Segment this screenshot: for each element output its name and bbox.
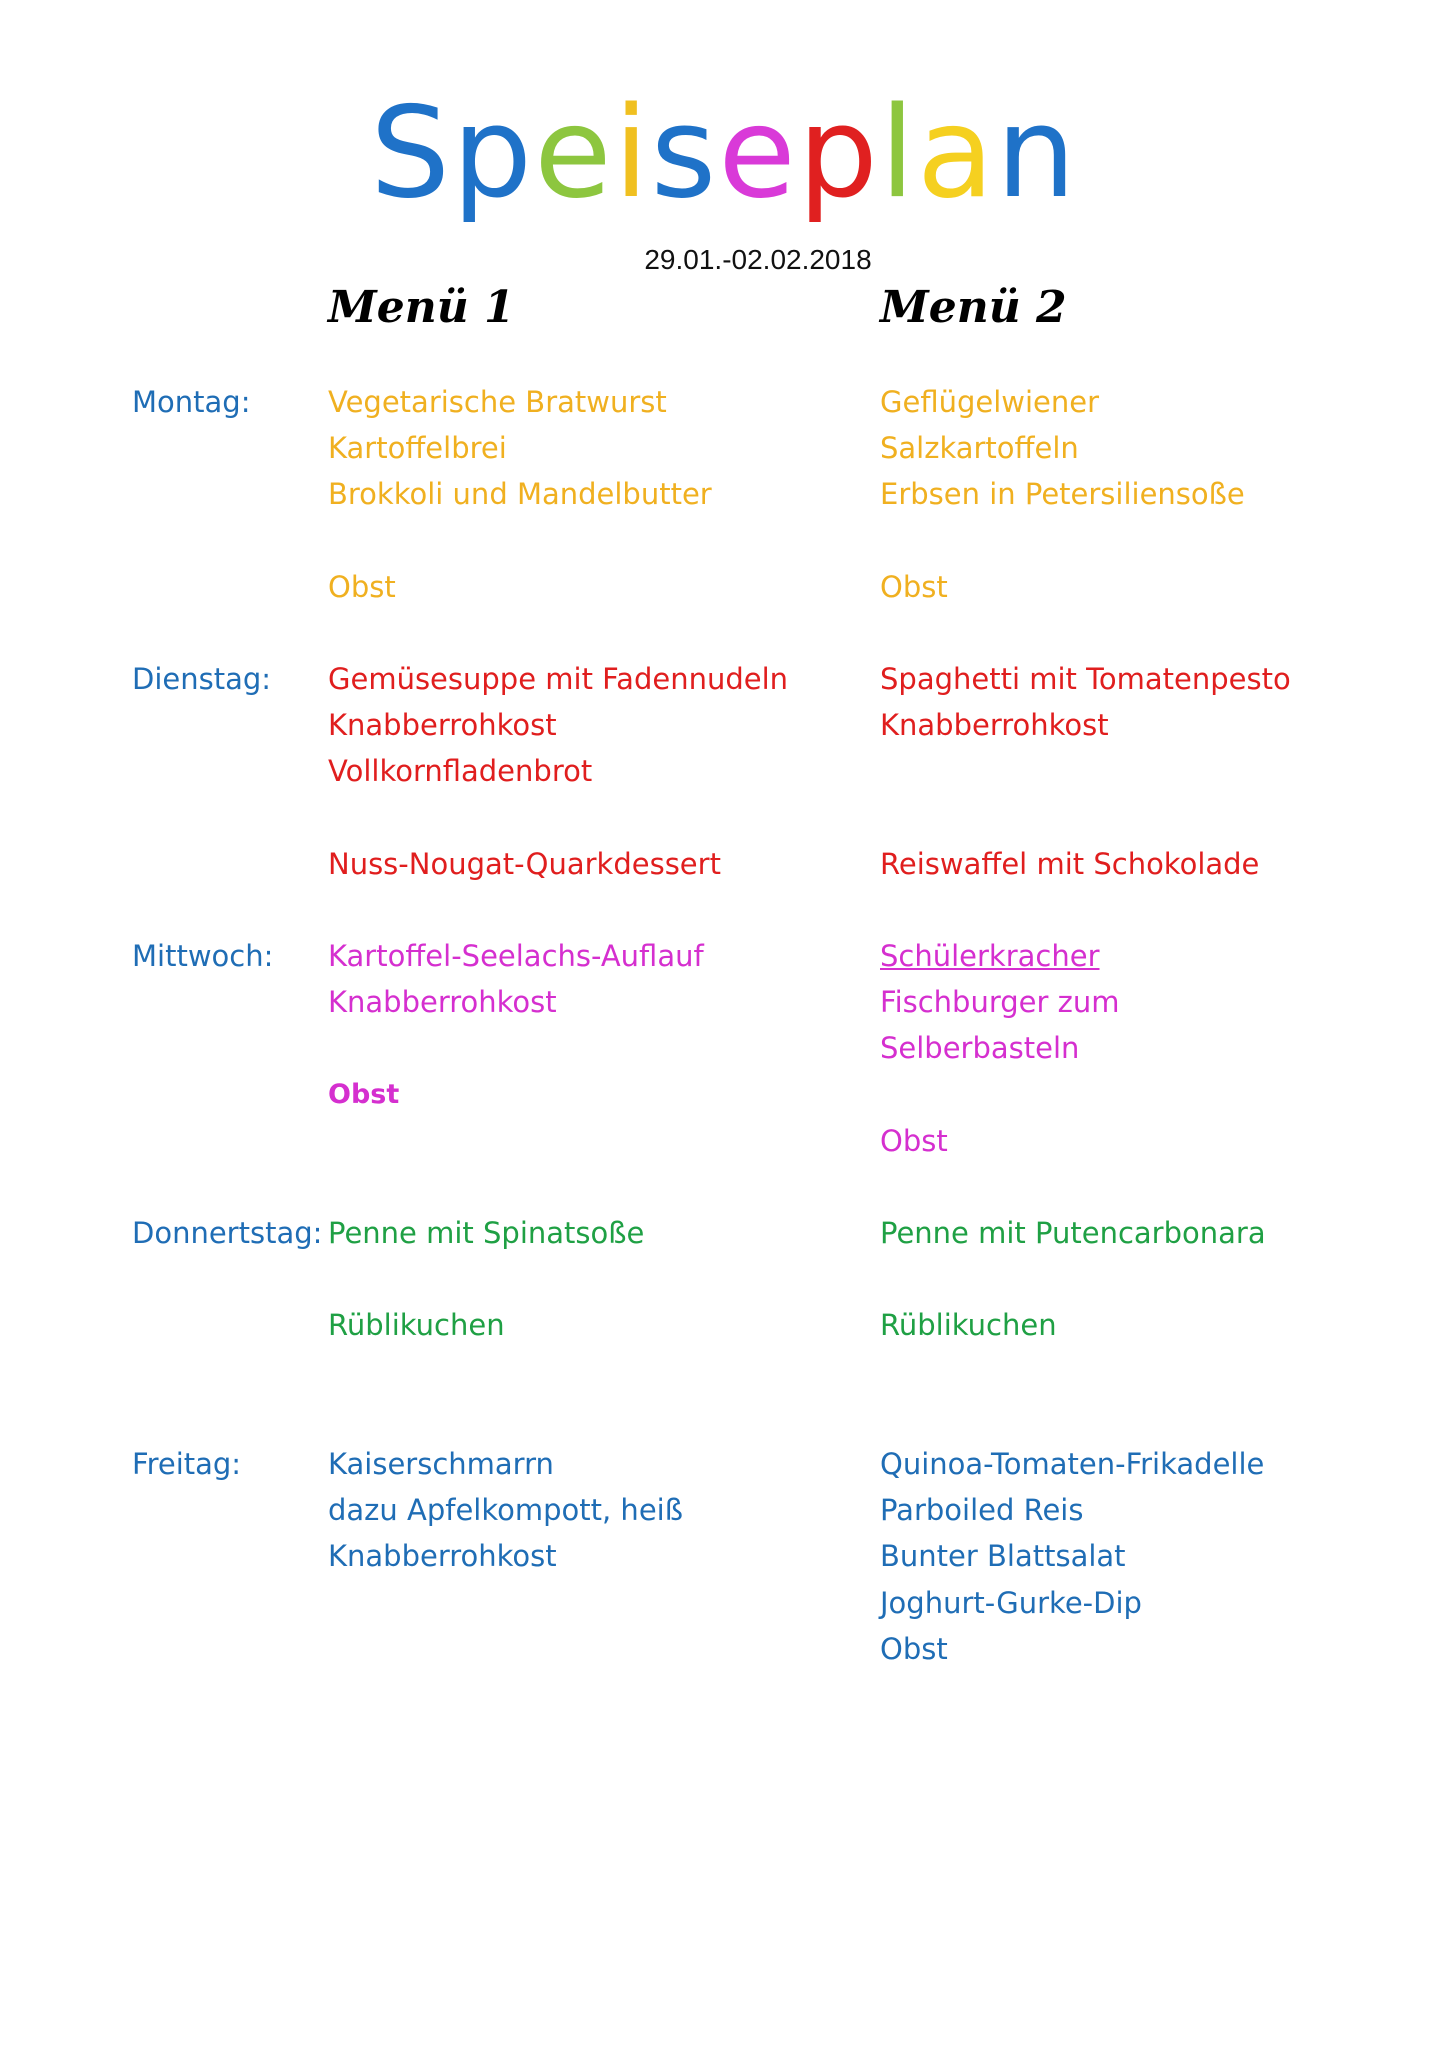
title-letter: s	[650, 79, 719, 226]
date-range: 29.01.-02.02.2018	[644, 244, 872, 275]
thursday-menu2	[880, 1210, 1266, 1349]
title-letter: p	[797, 79, 880, 226]
menu-item: Obst	[328, 569, 396, 604]
day-label-wednesday: Mittwoch:	[132, 939, 274, 973]
menu-item	[880, 748, 1291, 794]
title-letter: S	[370, 79, 453, 226]
menu-item: Knabberrohkost	[328, 985, 557, 1020]
menu-item: Brokkoli und Mandelbutter	[328, 477, 712, 512]
menu-item	[880, 1256, 1266, 1302]
menu-item	[328, 1256, 644, 1302]
menu-item: Spaghetti mit Tomatenpesto	[880, 662, 1291, 696]
title-letter: n	[996, 79, 1078, 226]
menu-item	[328, 518, 712, 564]
title-letter: l	[879, 79, 917, 226]
menu-item: Gemüsesuppe mit Fadennudeln	[328, 662, 789, 696]
friday-menu1	[328, 1441, 683, 1580]
menu-item-highlight: Schülerkracher	[880, 939, 1100, 973]
menu-item: Bunter Blattsalat	[880, 1539, 1126, 1574]
menu-item: Fischburger zum	[880, 985, 1120, 1020]
menu-item: Obst	[880, 1123, 948, 1158]
menu-item: Obst	[880, 569, 948, 604]
menu-item: Nuss-Nougat-Quarkdessert	[328, 846, 721, 881]
menu-item: Joghurt-Gurke-Dip	[880, 1585, 1142, 1620]
menu-item: Vollkornfladenbrot	[328, 754, 593, 789]
menu-item: Obst	[880, 1631, 948, 1666]
menu-item: Knabberrohkost	[328, 1539, 557, 1574]
title-letter: e	[534, 79, 614, 226]
menu1-heading: Menü 1	[328, 282, 515, 333]
menu-item: Kartoffelbrei	[328, 431, 507, 466]
menu-item: Knabberrohkost	[880, 708, 1109, 743]
day-label-thursday: Donnertstag:	[132, 1216, 323, 1250]
day-label-tuesday: Dienstag:	[132, 662, 272, 696]
wednesday-menu1	[328, 933, 704, 1118]
menu-item: Kartoffel-Seelachs-Auflauf	[328, 939, 704, 973]
tuesday-menu1	[328, 656, 788, 887]
page-title	[0, 78, 1448, 228]
title-letter: i	[613, 79, 651, 226]
menu-item: Salzkartoffeln	[880, 431, 1079, 466]
title-letter: e	[718, 79, 798, 226]
menu-item: Parboiled Reis	[880, 1493, 1084, 1528]
menu-item: Penne mit Spinatsoße	[328, 1216, 645, 1250]
menu-item	[880, 1072, 1120, 1118]
menu-item: Knabberrohkost	[328, 708, 557, 743]
menu-item: Erbsen in Petersiliensoße	[880, 477, 1245, 512]
tuesday-menu2	[880, 656, 1291, 887]
menu-item: Obst	[328, 1078, 400, 1110]
monday-menu1	[328, 379, 712, 610]
menu-item: Penne mit Putencarbonara	[880, 1216, 1266, 1250]
menu-item	[328, 1025, 704, 1071]
menu2-heading: Menü 2	[880, 282, 1067, 333]
day-label-friday: Freitag:	[132, 1447, 242, 1481]
menu-item: Rüblikuchen	[880, 1308, 1057, 1343]
title-letter: a	[916, 79, 997, 226]
menu-item: Geflügelwiener	[880, 385, 1100, 419]
menu-item	[880, 518, 1245, 564]
menu-item: dazu Apfelkompott, heiß	[328, 1493, 683, 1528]
menu-item	[328, 795, 788, 841]
wednesday-menu2	[880, 933, 1120, 1164]
menu-item: Kaiserschmarrn	[328, 1447, 554, 1481]
menu-item: Rüblikuchen	[328, 1308, 505, 1343]
menu-item: Reiswaffel mit Schokolade	[880, 846, 1260, 881]
menu-item: Selberbasteln	[880, 1031, 1080, 1066]
monday-menu2	[880, 379, 1245, 610]
title-letter: p	[452, 79, 535, 226]
day-label-monday: Montag:	[132, 385, 251, 419]
menu-item: Vegetarische Bratwurst	[328, 385, 667, 419]
friday-menu2	[880, 1441, 1264, 1672]
thursday-menu1	[328, 1210, 644, 1349]
menu-item: Quinoa-Tomaten-Frikadelle	[880, 1447, 1265, 1481]
menu-item	[880, 795, 1291, 841]
